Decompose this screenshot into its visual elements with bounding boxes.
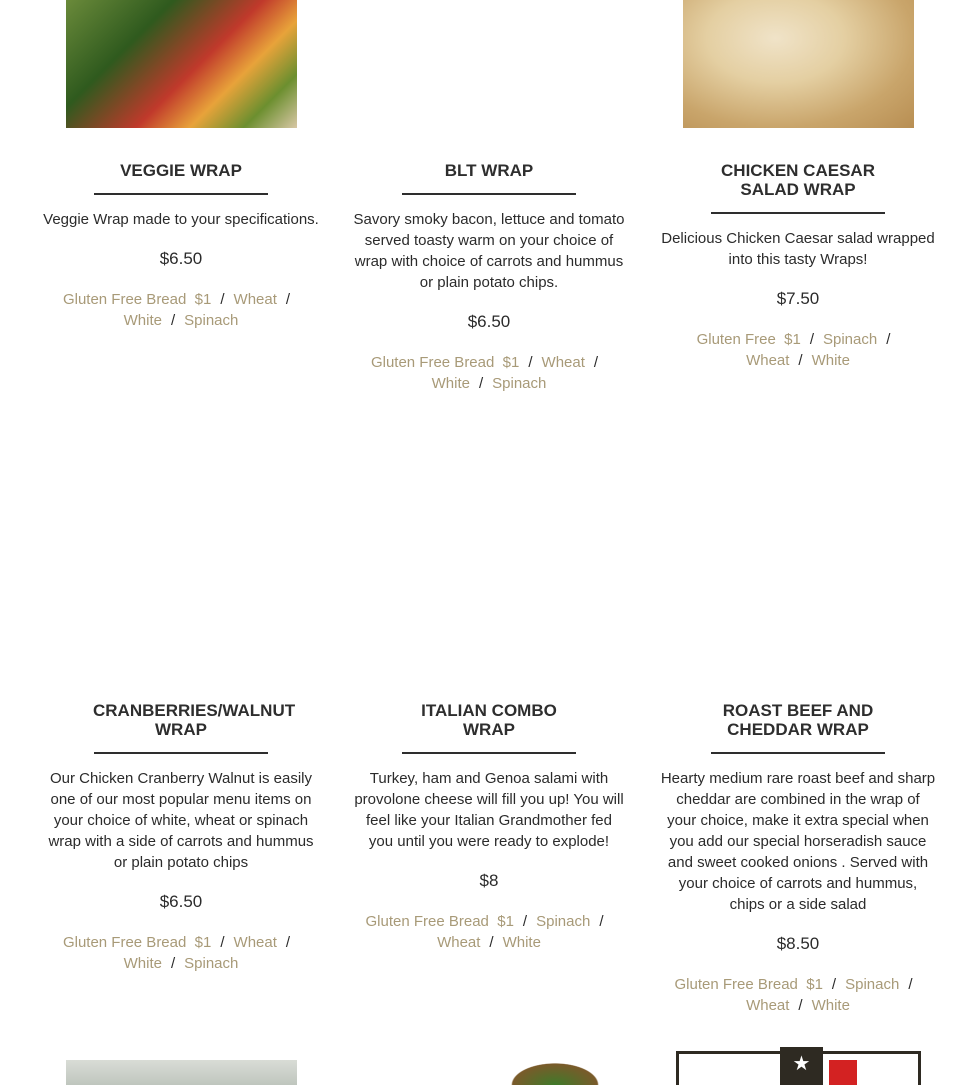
- next-item-photo: [66, 1060, 297, 1085]
- bread-option[interactable]: Gluten Free Bread $1: [62, 934, 212, 951]
- menu-item-description: Our Chicken Cranberry Walnut is easily one of our most popular menu items on your choice of white, wheat or spinach wrap with a side of carrots and hummus or plain potato chips: [48, 770, 314, 871]
- menu-item-card: [339, 161, 639, 394]
- menu-item-description: Turkey, ham and Genoa salami with provolone cheese will fill you up! You will feel like your Italian Grandmother fed you until you were ready to explode!: [354, 770, 624, 850]
- menu-item-description: Veggie Wrap made to your specifications.: [43, 211, 319, 228]
- bread-option[interactable]: Wheat: [233, 291, 277, 308]
- menu-item-card: [339, 701, 639, 953]
- bread-option[interactable]: Spinach: [845, 976, 900, 993]
- menu-item-card: [648, 701, 948, 1016]
- bread-option[interactable]: Spinach: [823, 331, 878, 348]
- menu-item-card: [31, 161, 331, 331]
- bread-option[interactable]: White: [811, 997, 850, 1014]
- menu-item-title: VEGGIE WRAP: [120, 161, 242, 180]
- title-divider: [402, 752, 576, 754]
- bread-option[interactable]: Spinach: [184, 312, 239, 329]
- bread-option[interactable]: Gluten Free Bread $1: [365, 913, 514, 930]
- title-divider: [94, 193, 268, 195]
- bread-option[interactable]: Spinach: [184, 955, 239, 972]
- title-divider: [711, 212, 885, 214]
- bread-option[interactable]: Wheat: [746, 997, 790, 1014]
- title-divider: [402, 193, 576, 195]
- menu-item-price: $6.50: [159, 249, 203, 268]
- bread-option[interactable]: White: [502, 934, 541, 951]
- menu-item-price: $8: [479, 871, 499, 890]
- bread-option[interactable]: White: [123, 955, 162, 972]
- bread-option[interactable]: Gluten Free $1: [696, 331, 801, 348]
- menu-item-price: $6.50: [159, 892, 203, 911]
- bread-option[interactable]: Wheat: [541, 354, 585, 371]
- bread-option[interactable]: Gluten Free Bread $1: [370, 354, 520, 371]
- bread-options: Gluten Free Bread $1 / Spinach / Wheat / White: [674, 976, 913, 1014]
- bread-options: Gluten Free $1 / Spinach / Wheat / White: [696, 331, 891, 369]
- menu-item-card: [31, 701, 331, 974]
- bread-option[interactable]: White: [811, 352, 850, 369]
- menu-item-price: $8.50: [776, 934, 820, 953]
- menu-item-card: [648, 161, 948, 371]
- menu-item-title: BLT WRAP: [444, 161, 534, 180]
- menu-item-description: Savory smoky bacon, lettuce and tomato served toasty warm on your choice of wrap with choice of carrots and hummus or plain potato chips.: [353, 211, 625, 291]
- bread-option[interactable]: White: [123, 312, 162, 329]
- menu-item-title: CRANBERRIES/WALNUT WRAP: [93, 701, 296, 739]
- veggie-wrap-photo: [66, 0, 297, 128]
- menu-item-price: $6.50: [467, 312, 511, 331]
- bread-option[interactable]: Wheat: [233, 934, 277, 951]
- menu-item-title: CHICKEN CAESAR SALAD WRAP: [721, 161, 875, 199]
- chicken-caesar-wrap-photo: [683, 0, 914, 128]
- bread-option[interactable]: Spinach: [536, 913, 591, 930]
- bread-option[interactable]: Wheat: [746, 352, 790, 369]
- title-divider: [711, 752, 885, 754]
- promo-badge-ribbon: [829, 1060, 857, 1085]
- menu-item-description: Hearty medium rare roast beef and sharp cheddar are combined in the wrap of your choice, make it extra special when you add our special horseradish sauce and sweet cooked onions . Served with your choice of carrots and hummus, chips or a side salad: [660, 770, 936, 913]
- title-divider: [94, 752, 268, 754]
- bread-option[interactable]: Spinach: [492, 375, 547, 392]
- bread-options: Gluten Free Bread $1 / Spinach / Wheat / White: [365, 913, 604, 951]
- next-item-photo: [505, 1060, 605, 1085]
- bread-options: Gluten Free Bread $1 / Wheat / White / Spinach: [62, 291, 291, 329]
- menu-item-description: Delicious Chicken Caesar salad wrapped into this tasty Wraps!: [661, 230, 935, 268]
- menu-item-title: ITALIAN COMBO WRAP: [421, 701, 557, 739]
- bread-option[interactable]: White: [431, 375, 470, 392]
- menu-item-title: ROAST BEEF AND CHEDDAR WRAP: [722, 701, 874, 739]
- star-icon: ★: [780, 1047, 823, 1085]
- bread-options: Gluten Free Bread $1 / Wheat / White / Spinach: [370, 354, 599, 392]
- bread-option[interactable]: Wheat: [437, 934, 481, 951]
- menu-item-price: $7.50: [776, 289, 820, 308]
- bread-option[interactable]: Gluten Free Bread $1: [674, 976, 823, 993]
- bread-option[interactable]: Gluten Free Bread $1: [62, 291, 212, 308]
- bread-options: Gluten Free Bread $1 / Wheat / White / Spinach: [62, 934, 291, 972]
